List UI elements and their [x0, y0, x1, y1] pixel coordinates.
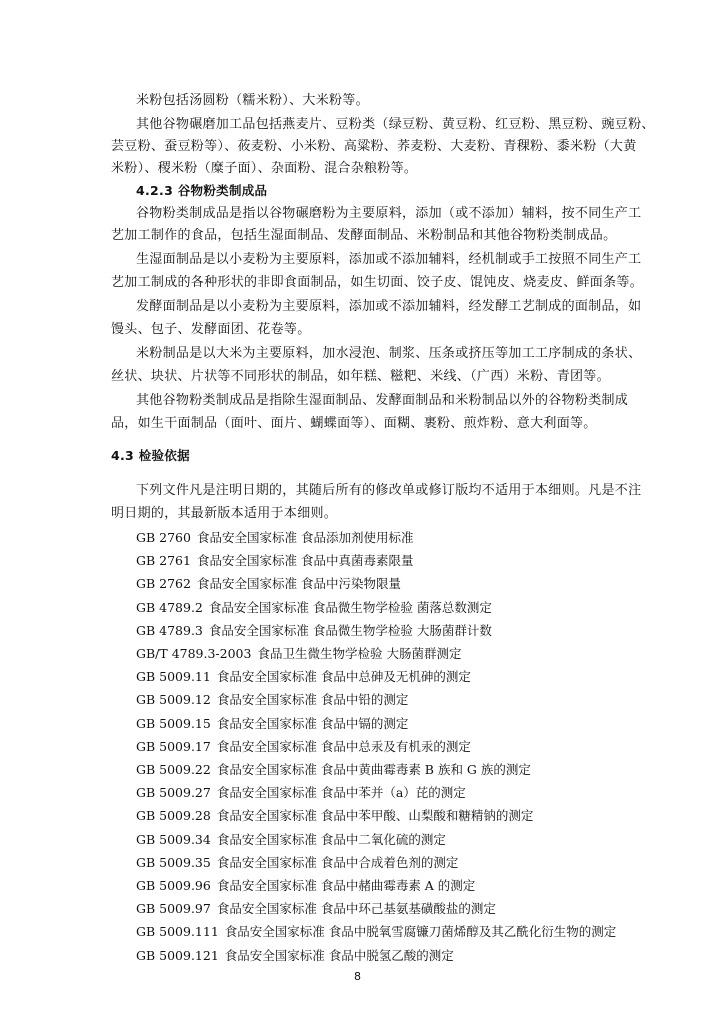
standard-code: GB 5009.28	[136, 808, 211, 824]
standard-title: 食品安全国家标准 食品中真菌毒素限量	[196, 553, 414, 569]
standard-code: GB 5009.34	[136, 831, 211, 847]
standard-code: GB 5009.96	[136, 878, 211, 893]
section-title: 检验依据	[138, 448, 190, 463]
standard-title: 食品安全国家标准 食品中合成着色剂的测定	[216, 854, 459, 870]
standard-title: 食品安全国家标准 食品中污染物限量	[196, 576, 401, 592]
standard-item	[136, 761, 531, 779]
standard-title: 食品安全国家标准 食品中二氧化硫的测定	[216, 831, 446, 847]
section-number: 4.3	[111, 448, 135, 463]
paragraph-line: 馒头、包子、发酵面团、花卷等。	[111, 322, 311, 337]
standard-item	[136, 599, 492, 617]
standard-item	[136, 738, 471, 756]
standard-item	[136, 622, 492, 640]
standard-code: GB 4789.3	[136, 622, 203, 638]
standard-code: GB 5009.121	[136, 947, 219, 963]
section-heading-4-2-3	[136, 182, 609, 200]
standard-title: 食品安全国家标准 食品中苯甲酸、山梨酸和糖精钠的测定	[216, 808, 534, 824]
section-title: 谷物粉类制成品	[177, 183, 268, 198]
standard-title: 食品安全国家标准 食品中苯并（a）芘的测定	[216, 785, 466, 801]
paragraph-line: 品，如生干面制品（面叶、面片、蝴蝶面等）、面糊、裹粉、煎炸粉、意大利面等。	[111, 416, 597, 431]
paragraph-line: 米粉制品是以大米为主要原料，加水浸泡、制浆、压条或挤压等加工工序制成的条状、	[136, 346, 642, 361]
standard-title: 食品安全国家标准 食品微生物学检验 菌落总数测定	[208, 599, 492, 615]
standard-item	[136, 668, 471, 686]
page-number: 8	[354, 970, 361, 983]
paragraph-line: 丝状、块状、片状等不同形状的制品，如年糕、糍粑、米线、（广西）米粉、青团等。	[111, 369, 610, 384]
standard-code: GB/T 4789.3-2003	[136, 646, 252, 661]
standard-code: GB 5009.15	[136, 715, 211, 731]
standard-item	[136, 831, 446, 849]
standard-title: 食品安全国家标准 食品添加剂使用标准	[196, 530, 414, 545]
standard-code: GB 5009.12	[136, 692, 211, 708]
section-number: 4.2.3	[136, 183, 174, 198]
paragraph-line: 米粉）、稷米粉（糜子面）、杂面粉、混合杂粮粉等。	[111, 161, 418, 176]
standard-title: 食品安全国家标准 食品中总砷及无机砷的测定	[216, 669, 471, 685]
standard-code: GB 5009.27	[136, 785, 211, 801]
standard-item	[136, 900, 496, 918]
standard-item	[136, 923, 616, 941]
standard-title: 食品卫生微生物学检验 大肠菌群测定	[257, 646, 462, 661]
standard-item	[136, 645, 461, 663]
paragraph-line: 其他谷物粉类制成品是指除生湿面制品、发酵面制品和米粉制品以外的谷物粉类制成	[136, 393, 629, 408]
standard-title: 食品安全国家标准 食品中环己基氨基磺酸盐的测定	[216, 901, 496, 917]
standard-item	[136, 854, 458, 872]
standard-item	[136, 691, 408, 709]
paragraph-line: 生湿面制品是以小麦粉为主要原料，添加或不添加辅料，经机制或手工按照不同生产工	[136, 252, 642, 267]
standard-code: GB 2760	[136, 530, 191, 545]
standard-title: 食品安全国家标准 食品中脱氢乙酸的测定	[224, 947, 454, 963]
standard-item	[136, 947, 454, 965]
standard-item	[136, 575, 401, 593]
standard-code: GB 5009.111	[136, 924, 219, 940]
paragraph-line: 艺加工制作的食品，包括生湿面制品、发酵面制品、米粉制品和其他谷物粉类制成品。	[111, 228, 617, 243]
standard-item	[136, 529, 413, 547]
standard-item	[136, 552, 413, 570]
paragraph-line: 明日期的，其最新版本适用于本细则。	[111, 506, 338, 521]
standard-title: 食品安全国家标准 食品中铅的测定	[216, 692, 409, 708]
standard-code: GB 2762	[136, 576, 191, 592]
paragraph-line: 米粉包括汤圆粉（糯米粉）、大米粉等。	[136, 93, 369, 108]
paragraph-line: 其他谷物碾磨加工品包括燕麦片、豆粉类（绿豆粉、黄豆粉、红豆粉、黑豆粉、豌豆粉、	[136, 117, 655, 132]
standard-code: GB 5009.22	[136, 762, 211, 777]
standard-code: GB 4789.2	[136, 599, 203, 615]
standard-code: GB 5009.11	[136, 669, 211, 685]
standard-title: 食品安全国家标准 食品中赭曲霉毒素 A 的测定	[216, 878, 476, 893]
standard-code: GB 2761	[136, 553, 191, 569]
standard-title: 食品安全国家标准 食品中总汞及有机汞的测定	[216, 738, 471, 754]
paragraph-line: 谷物粉类制成品是指以谷物碾磨粉为主要原料，添加（或不添加）辅料，按不同生产工	[136, 206, 642, 221]
standard-item	[136, 877, 475, 895]
standard-item	[136, 715, 408, 733]
standard-title: 食品安全国家标准 食品中黄曲霉毒素 B 族和 G 族的测定	[216, 762, 531, 777]
paragraph-line: 艺加工制成的各种形状的非即食面制品，如生切面、饺子皮、馄饨皮、烧麦皮、鲜面条等。	[111, 275, 644, 290]
standard-code: GB 5009.17	[136, 738, 211, 754]
standard-title: 食品安全国家标准 食品中脱氧雪腐镰刀菌烯醇及其乙酰化衍生物的测定	[224, 924, 617, 940]
standard-item	[136, 784, 466, 802]
paragraph-line: 发酵面制品是以小麦粉为主要原料，添加或不添加辅料，经发酵工艺制成的面制品，如	[136, 299, 642, 314]
paragraph-line: 下列文件凡是注明日期的，其随后所有的修改单或修订版均不适用于本细则。凡是不注	[136, 483, 642, 498]
section-heading-4-3	[111, 447, 609, 465]
standard-code: GB 5009.97	[136, 901, 211, 917]
standard-code: GB 5009.35	[136, 854, 211, 870]
standard-item	[136, 807, 533, 825]
standard-title: 食品安全国家标准 食品中镉的测定	[216, 715, 409, 731]
paragraph-line: 芸豆粉、蚕豆粉等）、莜麦粉、小米粉、高粱粉、荞麦粉、大麦粉、青稞粉、黍米粉（大黄	[111, 139, 637, 154]
standard-title: 食品安全国家标准 食品微生物学检验 大肠菌群计数	[208, 622, 492, 638]
